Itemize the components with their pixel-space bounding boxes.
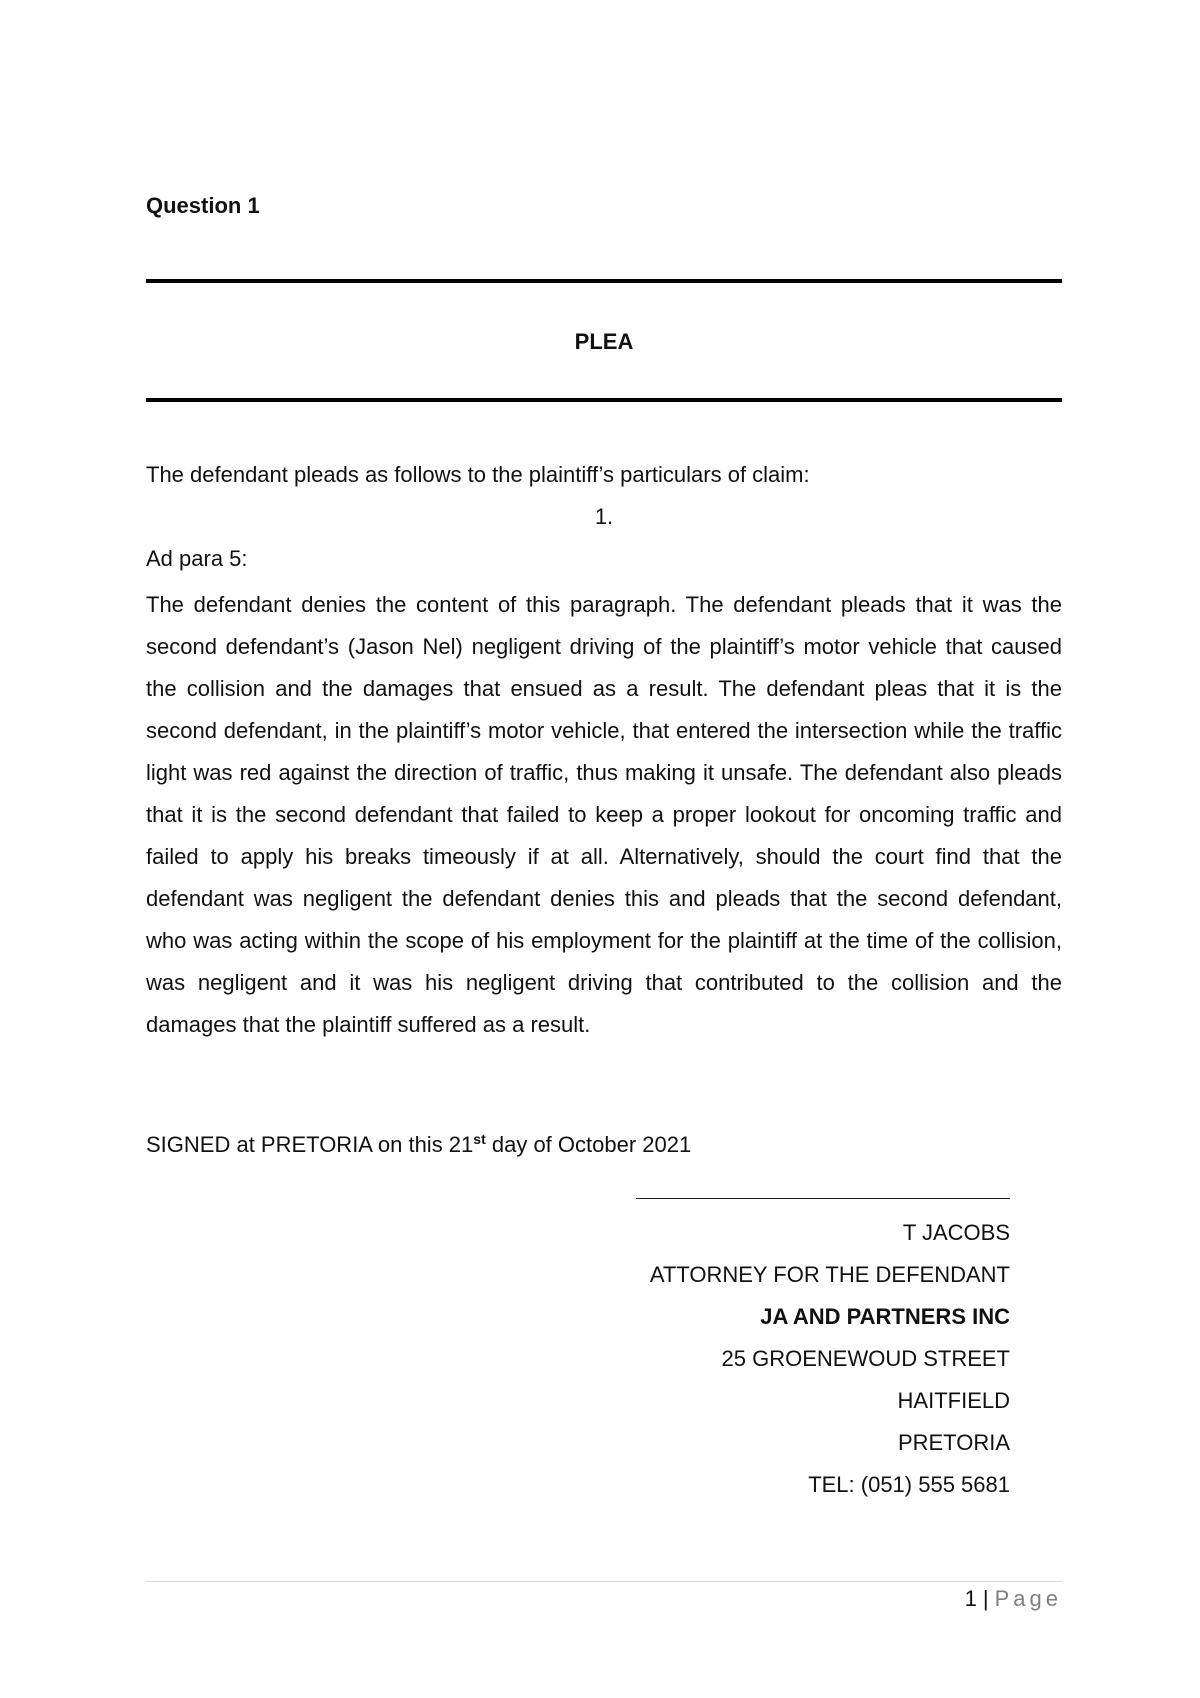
intro-text: The defendant pleads as follows to the plaintiff’s particulars of claim:: [146, 462, 810, 487]
paragraph-number: 1.: [594, 504, 614, 529]
address-city: PRETORIA: [897, 1430, 1010, 1455]
ad-para-label: Ad para 5:: [146, 546, 248, 571]
document-title: PLEA: [574, 329, 634, 354]
signed-ordinal: st: [473, 1131, 486, 1147]
page-number: 1: [964, 1586, 977, 1611]
signature-block: [650, 1212, 1010, 1506]
page-footer: [965, 1586, 1062, 1612]
title-top-rule: [146, 279, 1062, 283]
page-label: Page: [994, 1586, 1062, 1611]
signature-line: [636, 1198, 1010, 1199]
firm-name: JA AND PARTNERS INC: [760, 1304, 1010, 1329]
address-street: 25 GROENEWOUD STREET: [721, 1346, 1010, 1371]
page-separator: |: [982, 1586, 989, 1611]
plea-body-paragraph: The defendant denies the content of this paragraph. The defendant pleads that it was the second defendant’s (Jason Nel) negligent driving of the plaintiff’s motor vehicle that caused the collision and the damages that ensued as a result. The defendant pleas that it is the second defendant, in the plaintiff’s motor vehicle, that entered the intersection while the traffic light was red against the direction of traffic, thus making it unsafe. The defendant also pleads that it is the second defendant that failed to keep a proper lookout for oncoming traffic and failed to apply his breaks timeously if at all. Alternatively, should the court find that the defendant was negligent the defendant denies this and pleads that the second defendant, who was acting within the scope of his employment for the plaintiff at the time of the collision, was negligent and it was his negligent driving that contributed to the collision and the damages that the plaintiff suffered as a result.: [146, 592, 1062, 1037]
question-heading: Question 1: [146, 193, 260, 218]
signatory-role: ATTORNEY FOR THE DEFENDANT: [649, 1262, 1010, 1287]
signed-prefix: SIGNED at PRETORIA on this 21: [146, 1132, 474, 1157]
footer-rule: [146, 1581, 1062, 1582]
signatory-name: T JACOBS: [902, 1220, 1010, 1245]
signed-suffix: day of October 2021: [485, 1132, 692, 1157]
address-suburb: HAITFIELD: [897, 1388, 1010, 1413]
title-bottom-rule: [146, 398, 1062, 402]
signed-line: [146, 1132, 691, 1158]
telephone: TEL: (051) 555 5681: [808, 1472, 1010, 1497]
